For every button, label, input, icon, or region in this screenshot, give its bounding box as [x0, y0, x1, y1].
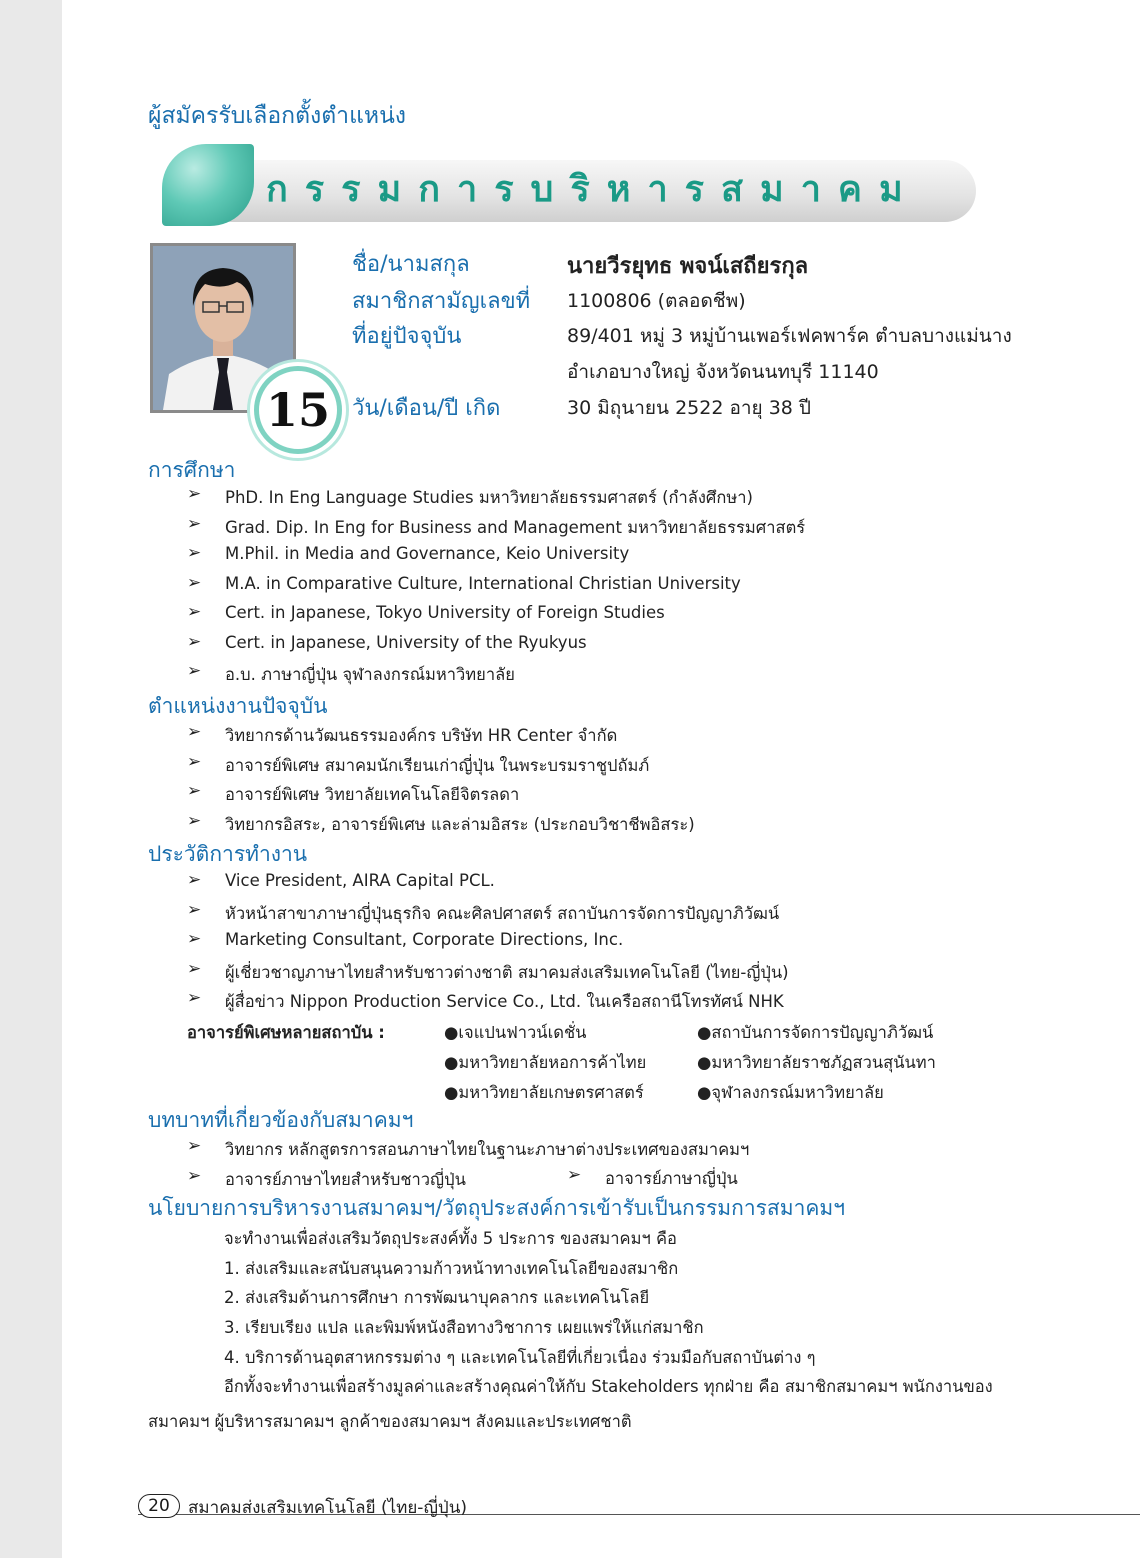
arrow-bullet-icon: ➢: [187, 661, 202, 681]
arrow-bullet-icon: ➢: [187, 543, 202, 563]
list-item: [187, 871, 789, 901]
education-item: Grad. Dip. In Eng for Business and Management มหาวิทยาลัยธรรมศาสตร์: [225, 517, 806, 537]
education-heading: การศึกษา: [148, 458, 236, 482]
arrow-bullet-icon: ➢: [187, 929, 202, 949]
institution-item: ●เจแปนฟาวน์เดชั่น: [444, 1023, 587, 1042]
list-item: [187, 960, 789, 990]
work-item: Vice President, AIRA Capital PCL.: [225, 871, 495, 890]
footer-publication: สมาคมส่งเสริมเทคโนโลยี (ไทย-ญี่ปุ่น): [188, 1498, 467, 1518]
arrow-bullet-icon: ➢: [187, 1165, 202, 1186]
address-label: ที่อยู่ปัจจุบัน: [352, 324, 462, 349]
work-item: หัวหน้าสาขาภาษาญี่ปุ่นธุรกิจ คณะศิลปศาสตร์ สถาบันการจัดการปัญญาภิวัฒน์: [225, 903, 780, 923]
institution-item: ●มหาวิทยาลัยราชภัฏสวนสุนันทา: [697, 1053, 936, 1072]
association-role-heading: บทบาทที่เกี่ยวข้องกับสมาคมฯ: [148, 1108, 414, 1132]
list-item: [187, 515, 805, 545]
work-history-list: [187, 871, 789, 1019]
list-item: [187, 901, 789, 931]
arrow-bullet-icon: ➢: [187, 1136, 202, 1156]
birth-date: 30 มิถุนายน 2522 อายุ 38 ปี: [567, 397, 811, 419]
member-number: 1100806 (ตลอดชีพ): [567, 290, 746, 312]
current-position-list: [187, 723, 695, 841]
policy-item: 3. เรียบเรียง แปล และพิมพ์หนังสือทางวิชาการ เผยแพร่ให้แก่สมาชิก: [224, 1318, 704, 1337]
work-item: ผู้เชี่ยวชาญภาษาไทยสำหรับชาวต่างชาติ สมาคมส่งเสริมเทคโนโลยี (ไทย-ญี่ปุ่น): [225, 962, 789, 982]
policy-closing-line-2: สมาคมฯ ผู้บริหารสมาคมฯ ลูกค้าของสมาคมฯ สังคมและประเทศชาติ: [148, 1412, 632, 1431]
banner-title: กรรมการบริหารสมาคม: [266, 169, 920, 210]
education-item: Cert. in Japanese, Tokyo University of Foreign Studies: [225, 603, 665, 622]
education-item: Cert. in Japanese, University of the Ryukyus: [225, 632, 587, 652]
role-item: วิทยากร หลักสูตรการสอนภาษาไทยในฐานะภาษาต่างประเทศของสมาคมฯ: [225, 1140, 750, 1159]
role-item: อาจารย์ภาษาญี่ปุ่น: [605, 1169, 738, 1188]
list-item: [187, 544, 805, 574]
list-item: [187, 812, 695, 842]
arrow-bullet-icon: ➢: [187, 899, 202, 920]
work-item: ผู้สื่อข่าว Nippon Production Service Co., Ltd. ในเครือสถานีโทรทัศน์ NHK: [225, 992, 784, 1011]
position-item: วิทยากรอิสระ, อาจารย์พิเศษ และล่ามอิสระ (ประกอบวิชาชีพอิสระ): [225, 814, 695, 834]
arrow-bullet-icon: ➢: [187, 572, 202, 593]
list-item: [187, 1137, 749, 1167]
arrow-bullet-icon: ➢: [187, 631, 202, 652]
title-banner: [162, 142, 980, 230]
kicker-text: ผู้สมัครรับเลือกตั้งตำแหน่ง: [148, 103, 407, 129]
lecturer-label: อาจารย์พิเศษหลายสถาบัน :: [187, 1023, 385, 1042]
role-item: อาจารย์ภาษาไทยสำหรับชาวญี่ปุ่น: [225, 1169, 466, 1189]
candidate-number-badge: [254, 366, 342, 454]
candidate-name: นายวีรยุทธ พจน์เสถียรกุล: [567, 254, 809, 279]
arrow-bullet-icon: ➢: [187, 602, 202, 622]
institution-item: ●สถาบันการจัดการปัญญาภิวัฒน์: [697, 1023, 934, 1042]
list-item: [187, 662, 805, 692]
arrow-bullet-icon: ➢: [187, 751, 202, 772]
work-history-heading: ประวัติการทำงาน: [148, 842, 308, 866]
page-number: 20: [138, 1494, 180, 1518]
institutions-right: [697, 1020, 936, 1110]
arrow-bullet-icon: ➢: [187, 958, 202, 979]
policy-item: 4. บริการด้านอุตสาหกรรมต่าง ๆ และเทคโนโลยีที่เกี่ยวเนื่อง ร่วมมือกับสถาบันต่าง ๆ: [224, 1348, 816, 1367]
list-item: [187, 574, 805, 604]
work-item: Marketing Consultant, Corporate Directions, Inc.: [225, 930, 624, 949]
list-item: [187, 753, 695, 783]
list-item: [187, 633, 805, 663]
arrow-bullet-icon: ➢: [187, 870, 202, 890]
education-list: [187, 485, 805, 692]
list-item: [187, 485, 805, 515]
institution-item: ●มหาวิทยาลัยหอการค้าไทย: [444, 1053, 647, 1072]
policy-item: 1. ส่งเสริมและสนับสนุนความก้าวหน้าทางเทคโนโลยีของสมาชิก: [224, 1259, 679, 1278]
institution-item: ●จุฬาลงกรณ์มหาวิทยาลัย: [697, 1083, 884, 1102]
arrow-bullet-icon: ➢: [187, 484, 202, 504]
member-label: สมาชิกสามัญเลขที่: [352, 289, 531, 314]
list-item: [187, 782, 695, 812]
list-item: [187, 930, 789, 960]
education-item: อ.บ. ภาษาญี่ปุ่น จุฬาลงกรณ์มหาวิทยาลัย: [225, 665, 515, 684]
arrow-bullet-icon: ➢: [187, 810, 202, 831]
policy-closing-line-1: อีกทั้งจะทำงานเพื่อสร้างมูลค่าและสร้างคุณค่าให้กับ Stakeholders ทุกฝ่าย คือ สมาชิกสมาคมฯ พนักงานของ: [224, 1377, 993, 1396]
name-label: ชื่อ/นามสกุล: [352, 252, 470, 277]
arrow-bullet-icon: ➢: [567, 1165, 582, 1185]
arrow-bullet-icon: ➢: [187, 988, 202, 1008]
position-item: อาจารย์พิเศษ สมาคมนักเรียนเก่าญี่ปุ่น ในพระบรมราชูปถัมภ์: [225, 755, 650, 775]
arrow-bullet-icon: ➢: [187, 722, 202, 742]
list-item: [187, 989, 789, 1019]
policy-heading: นโยบายการบริหารงานสมาคมฯ/วัตถุประสงค์การเข้ารับเป็นกรรมการสมาคมฯ: [148, 1196, 846, 1220]
current-position-heading: ตำแหน่งงานปัจจุบัน: [148, 694, 328, 718]
arrow-bullet-icon: ➢: [187, 781, 202, 801]
birth-label: วัน/เดือน/ปี เกิด: [352, 396, 501, 421]
policy-item: 2. ส่งเสริมด้านการศึกษา การพัฒนาบุคลากร และเทคโนโลยี: [224, 1288, 650, 1307]
page-margin-strip: [0, 0, 62, 1558]
address-line-2: อำเภอบางใหญ่ จังหวัดนนทบุรี 11140: [567, 361, 879, 383]
list-item: [187, 603, 805, 633]
arrow-bullet-icon: ➢: [187, 513, 202, 534]
policy-intro: จะทำงานเพื่อส่งเสริมวัตถุประสงค์ทั้ง 5 ประการ ของสมาคมฯ คือ: [224, 1229, 677, 1248]
institution-item: ●มหาวิทยาลัยเกษตรศาสตร์: [444, 1083, 644, 1102]
education-item: M.A. in Comparative Culture, International Christian University: [225, 573, 741, 593]
list-item: [187, 723, 695, 753]
position-item: อาจารย์พิเศษ วิทยาลัยเทคโนโลยีจิตรลดา: [225, 785, 520, 804]
leaf-ornament: [162, 144, 254, 226]
position-item: วิทยากรด้านวัฒนธรรมองค์กร บริษัท HR Center จำกัด: [225, 726, 618, 745]
education-item: PhD. In Eng Language Studies มหาวิทยาลัยธรรมศาสตร์ (กำลังศึกษา): [225, 488, 753, 507]
institutions-left: [444, 1020, 646, 1110]
address-line-1: 89/401 หมู่ 3 หมู่บ้านเพอร์เฟคพาร์ค ตำบลบางแม่นาง: [567, 325, 1012, 347]
candidate-number: 15: [265, 383, 330, 437]
education-item: M.Phil. in Media and Governance, Keio University: [225, 544, 630, 563]
